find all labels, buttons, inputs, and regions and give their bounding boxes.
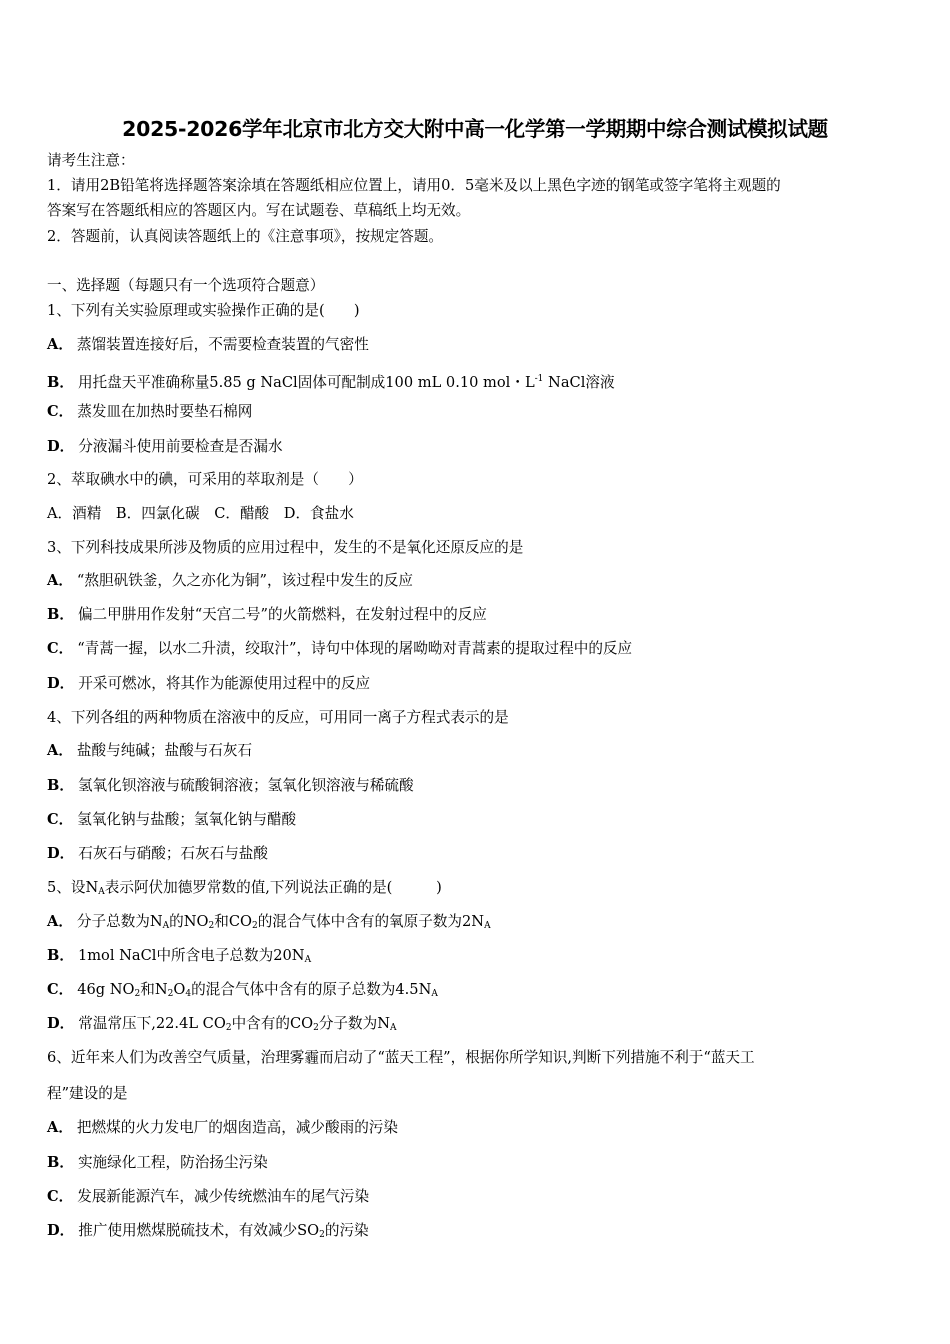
- option-text: 蒸馏装置连接好后，不需要检查装置的气密性: [76, 336, 369, 353]
- option-text: 1mol NaCl中所含电子总数为20N: [77, 947, 305, 964]
- option-text: 的NO: [169, 913, 209, 930]
- notice-item-1: 1．请用2B铅笔将选择题答案涂填在答题纸相应位置上，请用0．5毫米及以上黑色字迹的钢笔或签字笔将主观题的: [47, 177, 781, 194]
- option-text: 和CO: [214, 913, 252, 930]
- question-4-option-c: [47, 810, 296, 830]
- question-5-option-d: [47, 1014, 396, 1038]
- subscript: 4: [185, 989, 192, 999]
- question-4-option-a: [47, 741, 252, 761]
- option-text: 把燃煤的火力发电厂的烟囱造高，减少酸雨的污染: [76, 1119, 398, 1136]
- option-label: C．: [47, 811, 74, 828]
- option-label: A．: [47, 572, 73, 589]
- option-text: 石灰石与硝酸；石灰石与盐酸: [78, 845, 268, 862]
- question-3-option-d: [47, 674, 370, 694]
- section-heading: 一、选择题（每题只有一个选项符合题意）: [47, 277, 325, 294]
- option-label: B．: [47, 1154, 74, 1171]
- question-4-option-d: [47, 844, 268, 864]
- subscript: 2: [134, 989, 141, 999]
- subscript: 2: [225, 1023, 232, 1033]
- option-text: 的污染: [324, 1222, 369, 1239]
- option-text: 氢氧化钠与盐酸；氢氧化钠与醋酸: [77, 811, 297, 828]
- option-text: 用托盘天平准确称量5.85 g NaCl固体可配制成100 mL 0.10 mol・L: [77, 374, 535, 391]
- option-text: 和N: [140, 981, 168, 998]
- option-label: D．: [47, 1222, 75, 1239]
- option-text: NaCl溶液: [543, 374, 615, 391]
- option-text: 实施绿化工程，防治扬尘污染: [77, 1154, 268, 1171]
- question-5-stem: [47, 878, 442, 902]
- option-label: C．: [47, 1188, 74, 1205]
- option-label: D．: [47, 438, 75, 455]
- option-label: C．: [47, 640, 74, 657]
- option-text: 常温常压下,22.4L CO: [78, 1015, 226, 1032]
- stem-text: 5、设N: [47, 879, 99, 896]
- question-5-option-b: [47, 946, 311, 970]
- subscript: 2: [208, 921, 215, 931]
- question-1-option-b: [47, 369, 615, 393]
- question-6-stem-cont: 程”建设的是: [47, 1085, 128, 1102]
- option-text: 的混合气体中含有的氧原子数为2N: [257, 913, 485, 930]
- question-3-option-b: [47, 605, 487, 625]
- option-label: C．: [47, 981, 74, 998]
- option-text: 分子总数为N: [76, 913, 163, 930]
- notice-item-1-cont: 答案写在答题纸相应的答题区内。写在试题卷、草稿纸上均无效。: [47, 202, 471, 219]
- question-3-stem: 3、下列科技成果所涉及物质的应用过程中，发生的不是氧化还原反应的是: [47, 539, 524, 556]
- question-6-stem: 6、近年来人们为改善空气质量，治理雾霾而启动了“蓝天工程”，根据你所学知识,判断下列措施不利于“蓝天工: [47, 1049, 755, 1066]
- subscript: 2: [313, 1023, 319, 1033]
- question-1-option-a: [47, 335, 369, 355]
- option-text: 分子数为N: [318, 1015, 390, 1032]
- option-label: B．: [47, 374, 74, 391]
- subscript: A: [484, 921, 491, 931]
- option-text: 的混合气体中含有的原子总数为4.5N: [191, 981, 432, 998]
- notice-item-2: 2．答题前，认真阅读答题纸上的《注意事项》，按规定答题。: [47, 228, 444, 245]
- question-5-option-a: [47, 912, 491, 936]
- subscript: 2: [251, 921, 258, 931]
- question-6-option-c: [47, 1187, 369, 1207]
- notice-heading: 请考生注意：: [47, 152, 135, 169]
- question-4-stem: 4、下列各组的两种物质在溶液中的反应，可用同一离子方程式表示的是: [47, 709, 509, 726]
- question-1-option-d: [47, 437, 283, 457]
- question-6-option-b: [47, 1153, 268, 1173]
- question-2-stem: 2、萃取碘水中的碘，可采用的萃取剂是（ ）: [47, 471, 363, 488]
- option-text: 分液漏斗使用前要检查是否漏水: [78, 438, 283, 455]
- question-6-option-d: [47, 1221, 369, 1245]
- subscript: A: [304, 955, 312, 965]
- option-text: 发展新能源汽车，减少传统燃油车的尾气污染: [77, 1188, 370, 1205]
- option-label: C．: [47, 403, 74, 420]
- option-text: 推广使用燃煤脱硫技术，有效减少SO: [78, 1222, 320, 1239]
- option-text: 偏二甲肼用作发射“天宫二号”的火箭燃料，在发射过程中的反应: [77, 606, 487, 623]
- stem-text: 表示阿伏加德罗常数的值,下列说法正确的是( ): [104, 879, 442, 896]
- option-label: D．: [47, 1015, 75, 1032]
- question-4-option-b: [47, 776, 414, 796]
- option-label: D．: [47, 675, 75, 692]
- option-label: B．: [47, 777, 74, 794]
- question-1-stem: 1、下列有关实验原理或实验操作正确的是( ): [47, 302, 360, 319]
- question-2-options: A．酒精 B．四氯化碳 C．醋酸 D．食盐水: [47, 505, 354, 522]
- option-label: A．: [47, 913, 73, 930]
- option-text: 开采可燃冰，将其作为能源使用过程中的反应: [78, 675, 371, 692]
- superscript: -1: [534, 374, 544, 384]
- question-3-option-a: [47, 571, 413, 591]
- option-text: 中含有的CO: [231, 1015, 314, 1032]
- option-text: 46g NO: [77, 981, 135, 998]
- subscript: A: [431, 989, 438, 999]
- subscript: 2: [167, 989, 174, 999]
- question-3-option-c: [47, 639, 632, 659]
- option-label: A．: [47, 742, 73, 759]
- option-label: B．: [47, 606, 74, 623]
- option-label: A．: [47, 336, 73, 353]
- option-text: “熬胆矾铁釜，久之亦化为铜”，该过程中发生的反应: [76, 572, 413, 589]
- option-label: D．: [47, 845, 75, 862]
- subscript: 2: [319, 1230, 325, 1240]
- question-6-option-a: [47, 1118, 398, 1138]
- option-label: B．: [47, 947, 74, 964]
- option-text: 氢氧化钡溶液与硫酸铜溶液；氢氧化钡溶液与稀硫酸: [77, 777, 414, 794]
- option-text: 盐酸与纯碱；盐酸与石灰石: [76, 742, 253, 759]
- question-5-option-c: [47, 980, 438, 1004]
- option-label: A．: [47, 1119, 73, 1136]
- subscript: A: [162, 921, 170, 931]
- question-1-option-c: [47, 402, 252, 422]
- option-text: “青蒿一握，以水二升渍，绞取汁”，诗句中体现的屠呦呦对青蒿素的提取过程中的反应: [77, 640, 633, 657]
- subscript: A: [98, 887, 105, 897]
- option-text: O: [173, 981, 186, 998]
- subscript: A: [389, 1023, 397, 1033]
- page-title: 2025-2026学年北京市北方交大附中高一化学第一学期期中综合测试模拟试题: [122, 117, 828, 141]
- option-text: 蒸发皿在加热时要垫石棉网: [77, 403, 253, 420]
